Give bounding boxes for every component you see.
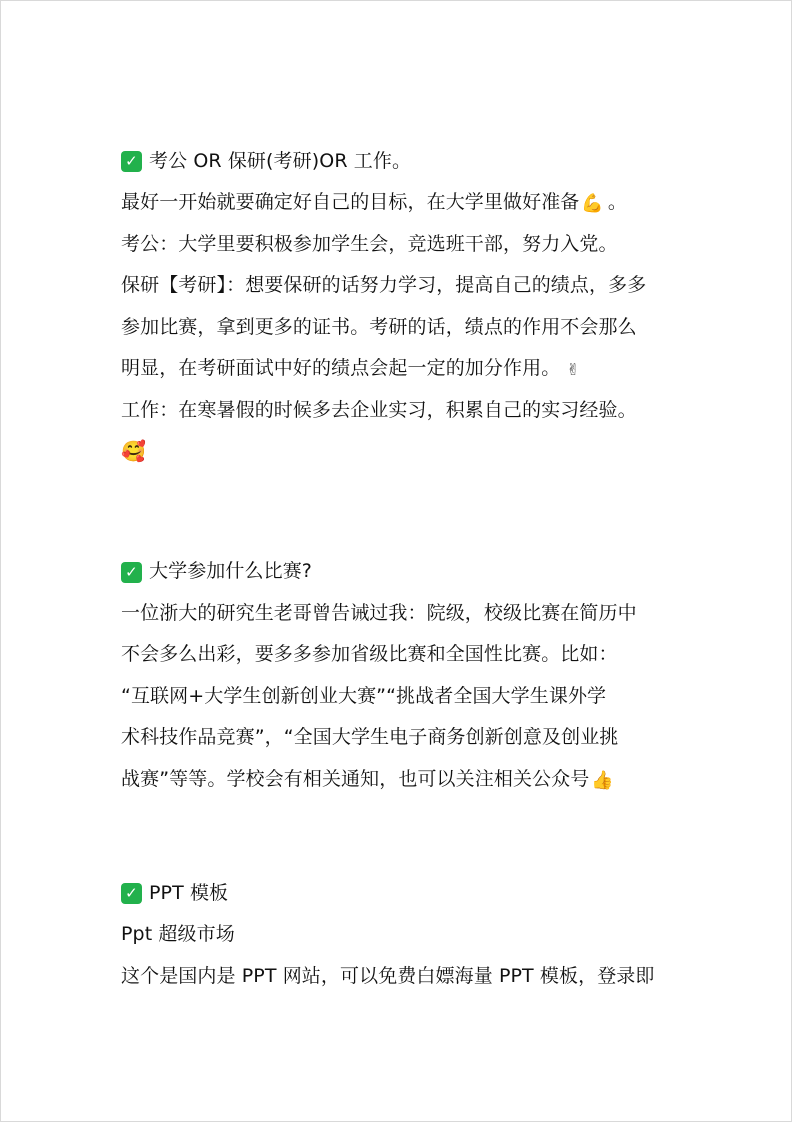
paragraph-line <box>121 431 681 473</box>
line-text: 战赛”等等。学校会有相关通知，也可以关注相关公众号 <box>121 767 590 790</box>
check-mark-icon: ✓ <box>121 883 142 904</box>
paragraph-line <box>121 182 681 224</box>
paragraph-line: 考公：大学里要积极参加学生会，竞选班干部，努力入党。 <box>121 232 618 255</box>
paragraph-line: Ppt 超级市场 <box>121 923 235 945</box>
paragraph-line: 工作：在寒暑假的时候多去企业实习，积累自己的实习经验。 <box>121 398 637 421</box>
section-heading <box>121 141 681 182</box>
check-mark-icon: ✓ <box>121 151 142 172</box>
victory-hand-icon: ✌ <box>566 360 580 379</box>
paragraph-line: 保研【考研】：想要保研的话努力学习，提高自己的绩点，多多 <box>121 274 647 296</box>
check-mark-icon: ✓ <box>121 562 142 583</box>
paragraph-line: 术科技作品竞赛”，“全国大学生电子商务创新创意及创业挑 <box>121 726 619 748</box>
smiling-face-with-hearts-icon: 🥰 <box>121 439 147 463</box>
paragraph-line <box>121 759 681 801</box>
line-text: 最好一开始就要确定好自己的目标，在大学里做好准备 <box>121 191 580 213</box>
paragraph-line: “互联网+大学生创新创业大赛”“挑战者全国大学生课外学 <box>121 684 607 707</box>
flexed-biceps-icon: 💪 <box>581 193 604 214</box>
paragraph-line: 一位浙大的研究生老哥曾告诫过我：院级，校级比赛在简历中 <box>121 601 637 624</box>
heading-text: 考公 OR 保研(考研)OR 工作。 <box>149 149 412 172</box>
paragraph-line: 不会多么出彩，要多多参加省级比赛和全国性比赛。比如： <box>121 643 618 665</box>
thumbs-up-icon: 👍 <box>591 769 614 791</box>
section-ppt-templates <box>121 873 681 997</box>
line-text: 明显，在考研面试中好的绩点会起一定的加分作用。 <box>121 357 561 379</box>
line-end: 。 <box>607 191 628 213</box>
section-competitions <box>121 552 681 801</box>
paragraph-line: 参加比赛，拿到更多的证书。考研的话，绩点的作用不会那么 <box>121 315 637 338</box>
document-content <box>121 141 681 997</box>
section-heading <box>121 552 681 593</box>
heading-text: PPT 模板 <box>149 881 229 904</box>
paragraph-line: 这个是国内是 PPT 网站，可以免费白嫖海量 PPT 模板，登录即 <box>121 964 655 987</box>
section-heading <box>121 873 681 914</box>
section-career-path <box>121 141 681 473</box>
heading-text: 大学参加什么比赛? <box>149 560 312 583</box>
paragraph-line <box>121 348 681 390</box>
